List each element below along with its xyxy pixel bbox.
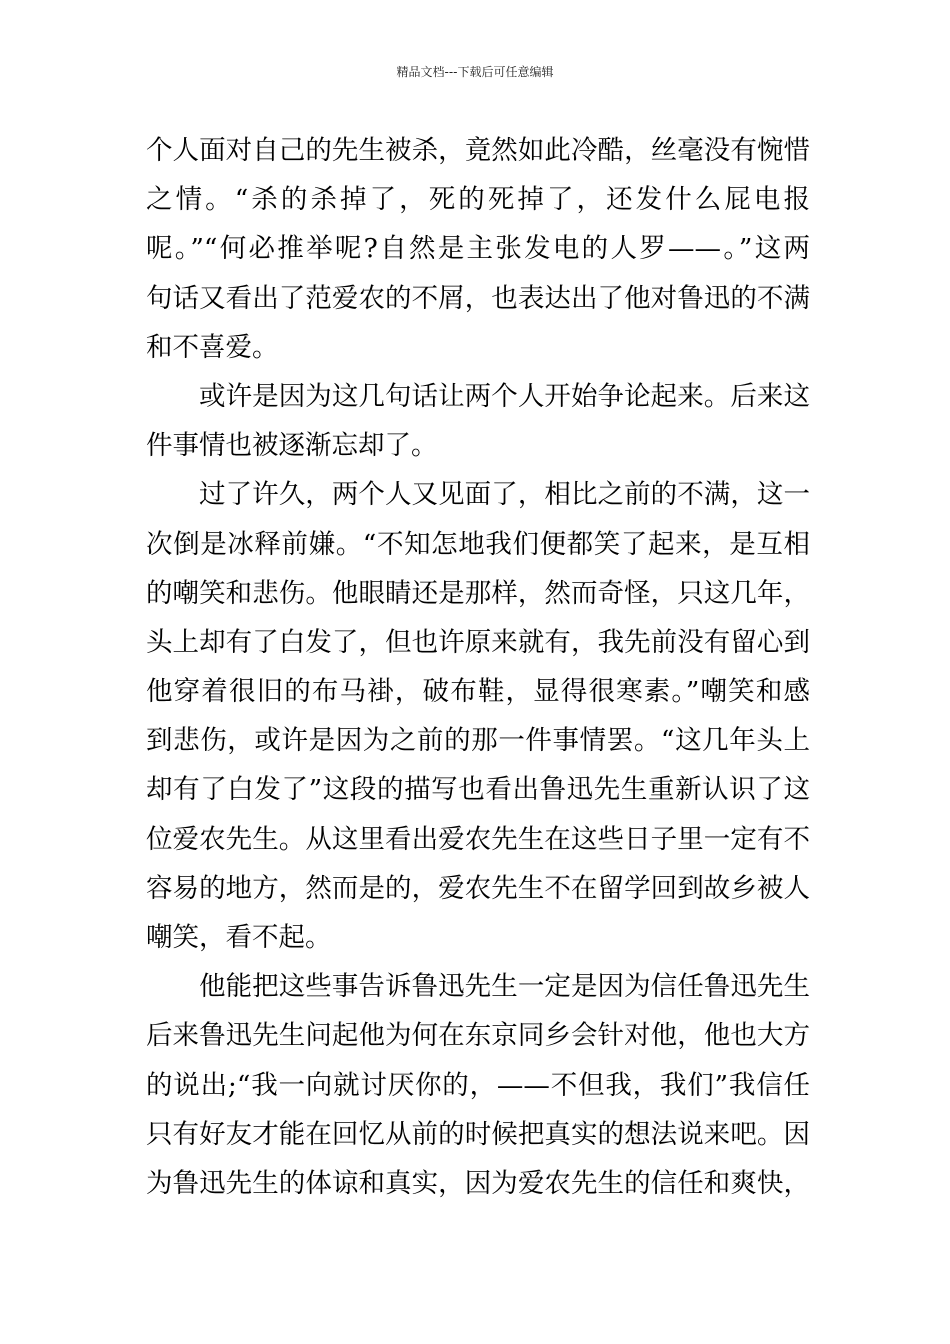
text-line: 后来鲁迅先生问起他为何在东京同乡会针对他，他也大方: [146, 1020, 810, 1052]
text-line: 为鲁迅先生的体谅和真实，因为爱农先生的信任和爽快，: [146, 1167, 810, 1199]
text-line: 他穿着很旧的布马褂，破布鞋，显得很寒素。”嘲笑和感: [146, 676, 810, 708]
text-line: 容易的地方，然而是的，爱农先生不在留学回到故乡被人: [146, 872, 810, 904]
paragraph-4: [146, 962, 810, 1208]
text-line: 的嘲笑和悲伤。他眼睛还是那样，然而奇怪，只这几年，: [146, 577, 810, 609]
text-line: 却有了白发了”这段的描写也看出鲁迅先生重新认识了这: [146, 774, 810, 806]
paragraph-2: [146, 372, 810, 470]
text-line: 只有好友才能在回忆从前的时候把真实的想法说来吧。因: [146, 1118, 810, 1150]
text-line: 他能把这些事告诉鲁迅先生一定是因为信任鲁迅先生: [199, 971, 810, 1003]
text-line: 句话又看出了范爱农的不屑，也表达出了他对鲁迅的不满: [146, 282, 810, 314]
text-line: 和不喜爱。: [146, 331, 279, 363]
text-line: 呢。”“何必推举呢?自然是主张发电的人罗——。”这两: [146, 233, 810, 265]
paragraph-3: [146, 470, 810, 962]
text-line: 的说出;“我一向就讨厌你的，——不但我，我们”我信任: [146, 1069, 810, 1101]
text-line: 个人面对自己的先生被杀，竟然如此冷酷，丝毫没有惋惜: [146, 135, 810, 166]
text-line: 或许是因为这几句话让两个人开始争论起来。后来这: [199, 380, 810, 412]
text-line: 位爱农先生。从这里看出爱农先生在这些日子里一定有不: [146, 823, 810, 855]
paragraph-1: [146, 126, 810, 372]
text-line: 过了许久，两个人又见面了，相比之前的不满，这一: [199, 479, 810, 511]
text-line: 次倒是冰释前嫌。“不知怎地我们便都笑了起来，是互相: [146, 528, 810, 560]
text-line: 之情。“杀的杀掉了，死的死掉了，还发什么屁电报: [146, 184, 810, 216]
text-line: 头上却有了白发了，但也许原来就有，我先前没有留心到: [146, 626, 810, 658]
page-header: 精品文档---下载后可任意编辑: [396, 65, 554, 79]
text-line: 嘲笑，看不起。: [146, 922, 332, 953]
body-text: [146, 126, 810, 1208]
text-line: 到悲伤，或许是因为之前的那一件事情罢。“这几年头上: [146, 725, 810, 757]
text-line: 件事情也被逐渐忘却了。: [146, 430, 438, 462]
